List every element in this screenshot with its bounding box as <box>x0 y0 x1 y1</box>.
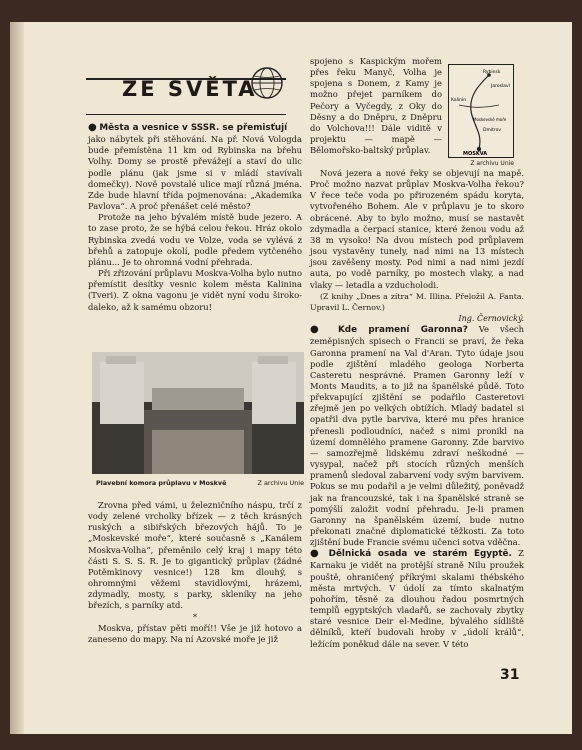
article1-signature: Ing. Černovický. <box>458 314 524 324</box>
map-label-kalinin: Kalinin <box>451 98 467 103</box>
article3-heading: Dělnická osada ve starém Egyptě. <box>328 549 512 560</box>
section-title: ZE SVĚTA <box>122 77 258 101</box>
page-binding <box>10 22 24 734</box>
map-label-moskva: MOSKVA <box>463 151 488 157</box>
map-credit: Z archivu Unie <box>470 160 514 167</box>
right-column <box>310 168 524 650</box>
canal-map <box>448 64 514 158</box>
article3: ● Dělnická osada ve starém Egyptě. Z Karnaku je vidět na protější straně Nilu proužek pouště, ohraničený příkrými skalami thébského města mrtvých. V údolí za tímto skalnatým pohořím, těsně za dlouhou řadou posmrtných templů egyptských vladařů, se zachovaly zbytky staré vesnice Deir el-Medine, bývalého sídliště dělníků, kteří budovali hroby v „údolí králů“, ležícím poněkud dále na sever. V této <box>310 548 524 649</box>
globe-icon <box>250 66 284 100</box>
article1-p5: Moskva, přístav pěti moří!! Vše je již hotovo a zaneseno do mapy. Na ní Azovské moře je již <box>88 622 302 644</box>
article1-p2: Protože na jeho bývalém místě bude jezero. A to zase proto, že se hýbá celou řekou. Hráz okolo Rybinska zvedá vodu ve Volze, voda se vylévá z břehů a zatopuje okolí, podle předem vytčeného plánu... Je to ohromná vodní přehrada. <box>88 212 302 267</box>
left-column-lower <box>88 500 302 645</box>
photo-caption-row <box>96 478 304 489</box>
article1-p6: spojeno s Kaspickým mořem přes řeku Manyč, Volha je spojena s Donem, z Kamy je možno přejet parníkem do Pečory a Vyčegdy, z Oky do Děsny a do Dněpru, z Dněpru do Volchova!!! Dále viditě v projektu — mapě — Bělomořsko-baltský průplav. <box>310 56 442 156</box>
map-label-sea: Moskevské moře <box>473 117 507 122</box>
article1-heading: ● Města a vesnice v SSSR. se přemisťují <box>88 122 288 133</box>
separator: * <box>192 611 198 622</box>
article1-p3: Při zřizování průplavu Moskva-Volha bylo nutno přemístit desítky vesnic kolem města Kalinina (Tveri). Z okna vagonu je vidět nyní vodu široko-daleko, až k samému obzoru! <box>88 268 302 312</box>
photo-caption: Plavební komora průplavu v Moskvě <box>96 479 227 487</box>
photo-credit: Z archivu Unie <box>257 479 304 487</box>
left-column <box>88 122 302 313</box>
article2-text: Ve všech zeměpisných spisech o Francii se praví, že řeka Garonna pramení na Val d'Aran. Tyto údaje jsou podle zjištění mladého geologa Norberta Casteretu nesprávné. Pramen Garonny leží v Monts Maudits, a to již na španělské půdě. Toto překvapující zjištění se podařilo Casteretovi zřejmě jen po velkých obtížích. Mladý badatel si opatřil dva pytle barviva, které mu přes hranice přenesli podloudníci, načež s nimi pronikl na území domnělého pramene Garonny. Zde barvivo — samozřejmě lidskému zdraví neškodné — vysypal, načež při stocích různých menších pramenů sledoval zabarvení vody svým barvivem. Pokus se mu podařil a je velmi důležitý, poněvadž jak na francouzské, tak i na španělské straně se pomýšlí založit vodní přehradu. Je-li pramen Garonny na španělském území, bude nutno překonati značné diplomatické těžkosti. Za toto zjištění bude Francie svému učenci sotva vděčna. <box>310 324 525 548</box>
article2-heading: Kde pramení Garonna? <box>337 325 468 336</box>
article3-text: Z Karnaku je vidět na protější straně Nilu proužek pouště, ohraničený příkrými skalami thébského města mrtvých. V údolí za tímto skalnatým pohořím, těsně za dlouhou řadou posmrtných templů egyptských vladařů, se zachovaly zbytky staré vesnice Deir el-Medine, bývalého sídliště dělníků, kteří budovali hroby v „údolí králů“, ležícím poněkud dále na sever. V této <box>310 548 524 649</box>
map-label-rybinsk: Rybinsk <box>483 70 501 75</box>
book-page <box>10 22 572 734</box>
article1-p4: Zrovna před vámi, u železničního náspu, trčí z vody zelené vrcholky břízek — z těch krásných ruských a sibiřských březových hájů. To je „Moskevské moře“, které současně s „Kanálem Moskva-Volha“, přeměnilo celý kraj i mapy této části S. S. S. R. Je to gigantický průplav (žádné Potěmkinovy vesnice!) 128 km dlouhý, s ohromnými věžemi stavidlovými, hrázemi, zdymadly, mosty, s parky, skleníky na jeho březích, s parníky atd. <box>88 500 302 611</box>
canal-lock-photo <box>92 352 304 474</box>
article1-p1: jako nábytek při stěhování. Na př. Nová Vologda bude přemístěna 11 km od Rybinska na břehu Volhy. Domy se prostě převážejí a staví do ulic podle plánu (jak jsme si v mládí stavívali domečky). Nově povstalé ulice mají různá jména. Zde bude hlavní třída pojmenována: „Akademika Pavlova“. A proč přenášet celé město? <box>88 134 302 212</box>
map-label-jaroslavl: Jaroslavl <box>491 84 510 89</box>
article1-p7: Nová jezera a nové řeky se objevují na mapě. Proč možno nazvat průplav Moskva-Volha řekou? V řece teče voda po přirozeném spádu koryta, vytvořeného Bohem. Ale v průplavu je to skoro obrácené. Aby to bylo možno, musí se nastavět zdymadla a čerpací stanice, které ženou vodu až 38 m vysoko! Na dvou místech pod průplavem jsou vystavěny tunely, nad nimi na 13 místech jsou zavěšeny mosty. Pod nimi a nad nimi jezdí auta, po vodě parníky, po mostech vlaky, a nad vlaky — letadla a vzducholodi. <box>310 168 524 290</box>
article1-source: (Z knihy „Dnes a zítra“ M. Illina. Přeložil A. Fanta. Upravil L. Černov.) <box>310 291 524 312</box>
right-column-top <box>310 56 442 156</box>
article2: ● Kde pramení Garonna? Ve všech zeměpisných spisech o Francii se praví, že řeka Garonna pramení na Val d'Aran. Tyto údaje jsou podle zjištění mladého geologa Norberta Casteretu nesprávné. Pramen Garonny leží v Monts Maudits, a to již na španělské půdě. Toto překvapující zjištění se podařilo Casteretovi zřejmě jen po velkých obtížích. Mladý badatel si opatřil dva pytle barviva, které mu přes hranice přenesli podloudníci, načež s nimi pronikl na území domnělého pramene Garonny. Zde barvivo — samozřejmě lidskému zdraví neškodné — vysypal, načež při stocích různých menších pramenů sledoval zabarvení vody svým barvivem. Pokus se mu podařil a je velmi důležitý, poněvadž jak na francouzské, tak i na španělské straně se pomýšlí založit vodní přehradu. Je-li pramen Garonny na španělském území, bude nutno překonati značné diplomatické těžkosti. Za toto zjištění bude Francie svému učenci sotva vděčna. <box>310 324 525 548</box>
map-label-dmitrov: Dmitrov <box>483 128 502 133</box>
page-number: 31 <box>500 667 520 683</box>
